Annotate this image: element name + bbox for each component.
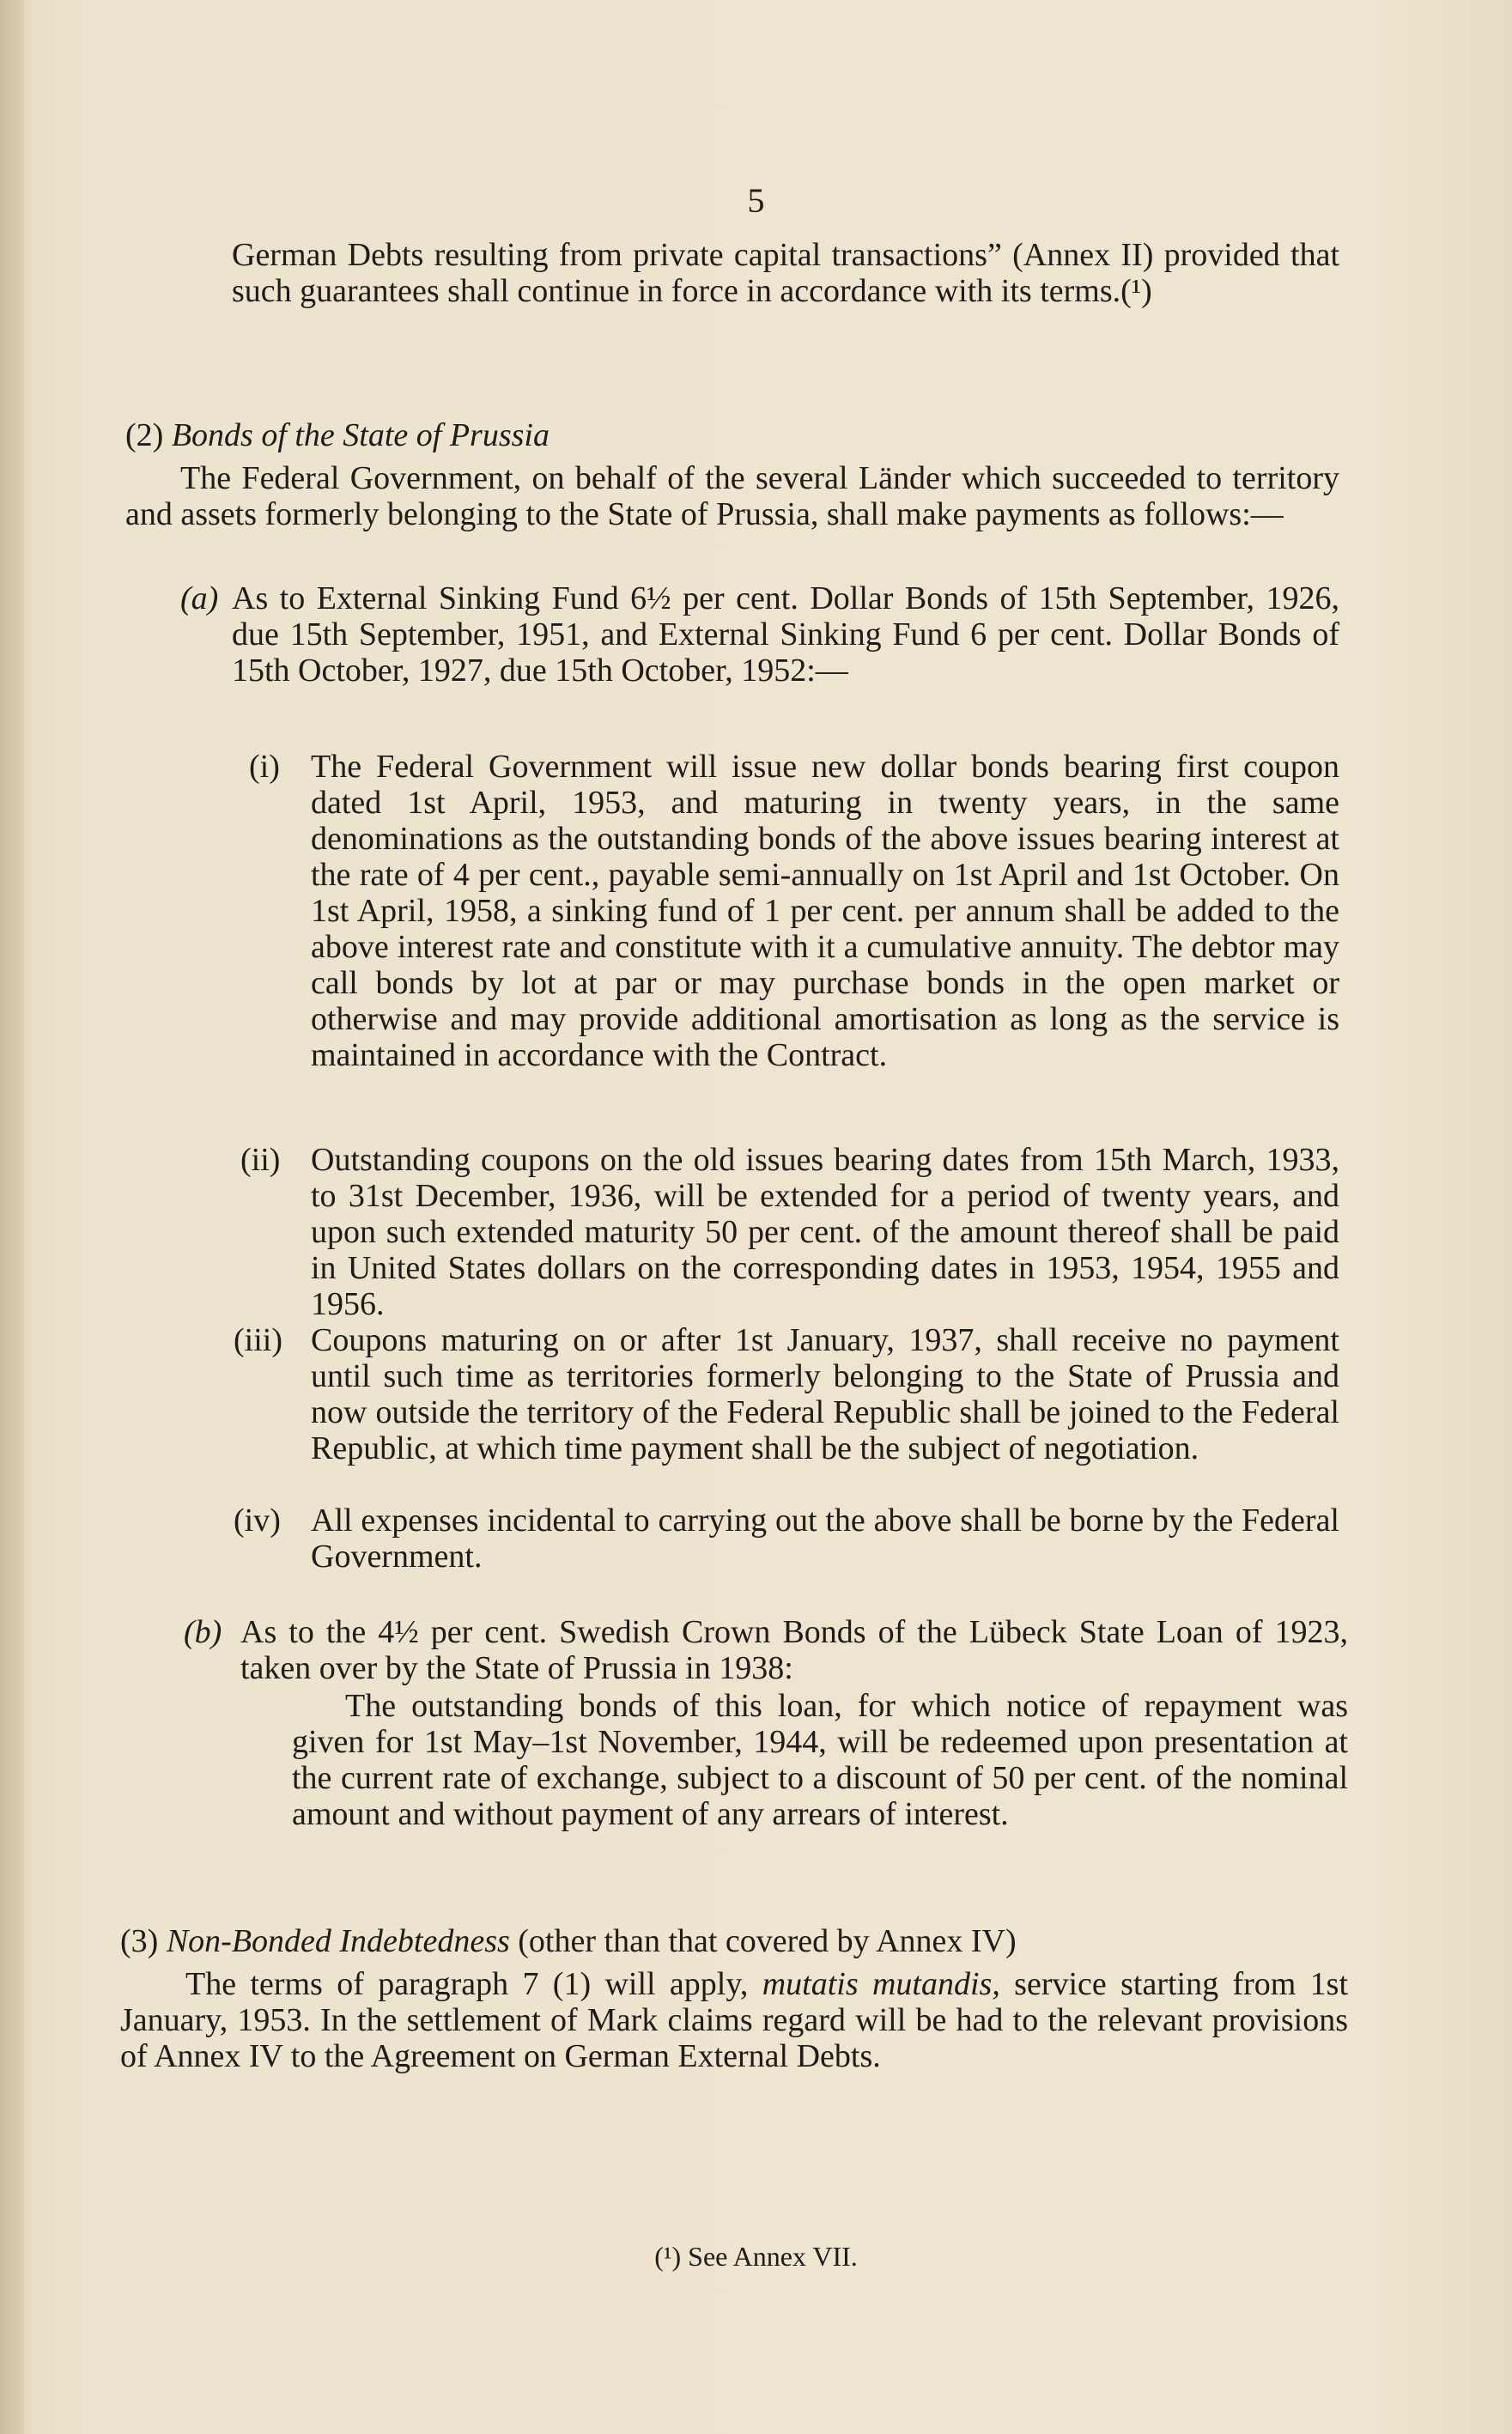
- item-iv-text: All expenses incidental to carrying out the above shall be borne by the Federal Government.: [311, 1502, 1339, 1575]
- section-3-heading: [120, 1923, 1357, 1959]
- binding-gutter: [0, 0, 24, 2434]
- item-iv-label: (iv): [234, 1502, 281, 1539]
- section-3-paragraph: The terms of paragraph 7 (1) will apply, mutatis mutandis, service starting from 1st January, 1953. In the settlement of Mark claims regard will be had to the relevant provisions of Annex IV to the Agreement on German External Debts.: [120, 1966, 1349, 2074]
- item-b-text: As to the 4½ per cent. Swedish Crown Bonds of the Lübeck State Loan of 1923, taken over by the State of Prussia in 1938:: [240, 1614, 1348, 1686]
- section-title: Non-Bonded Indebtedness: [166, 1923, 510, 1959]
- item-b-label: (b): [184, 1614, 222, 1650]
- item-a-label: (a): [180, 580, 219, 616]
- item-iii-label: (iii): [234, 1322, 282, 1358]
- item-i-label: (i): [249, 749, 280, 785]
- item-ii-label: (ii): [240, 1142, 281, 1178]
- item-i-text: The Federal Government will issue new dollar bonds bearing first coupon dated 1st April, 1953, and maturing in twenty years, in the same denominations as the outstanding bonds of the above issues bearing interest at the rate of 4 per cent., payable semi-annually on 1st April and 1st October. On 1st April, 1958, a sinking fund of 1 per cent. per annum shall be added to the above interest rate and constitute with it a cumulative annuity. The debtor may call bonds by lot at par or may purchase bonds in the open market or otherwise and may provide additional amortisation as long as the service is maintained in accordance with the Contract.: [311, 749, 1339, 1073]
- section-title: Bonds of the State of Prussia: [171, 417, 550, 453]
- page-number: 5: [747, 181, 765, 220]
- item-ii-text: Outstanding coupons on the old issues bearing dates from 15th March, 1933, to 31st December, 1936, will be extended for a period of twenty years, and upon such extended maturity 50 per cent. of the amount thereof shall be paid in United States dollars on the corresponding dates in 1953, 1954, 1955 and 1956.: [311, 1142, 1339, 1322]
- item-iii-text: Coupons maturing on or after 1st January, 1937, shall receive no payment until such time as territories formerly belonging to the State of Prussia and now outside the territory of the Federal Republic shall be joined to the Federal Republic, at which time payment shall be the subject of negotiation.: [311, 1322, 1339, 1466]
- item-a-text: As to External Sinking Fund 6½ per cent. Dollar Bonds of 15th September, 1926, due 15th September, 1951, and External Sinking Fund 6 per cent. Dollar Bonds of 15th October, 1927, due 15th October, 1952:—: [232, 580, 1339, 689]
- section-2-heading: [125, 417, 1327, 453]
- section-number: (3): [120, 1923, 159, 1959]
- footnote: (¹) See Annex VII.: [654, 2241, 858, 2272]
- section-2-intro: The Federal Government, on behalf of the several Länder which succeeded to territory and assets formerly belonging to the State of Prussia, shall make payments as follows:—: [125, 460, 1339, 532]
- section-title-suffix: (other than that covered by Annex IV): [509, 1923, 1017, 1959]
- item-b-paragraph: The outstanding bonds of this loan, for which notice of repayment was given for 1st May–1st November, 1944, will be redeemed upon presentation at the current rate of exchange, subject to a discount of 50 per cent. of the nominal amount and without payment of any arrears of interest.: [292, 1688, 1348, 1832]
- section-number: (2): [125, 417, 164, 453]
- intro-paragraph: German Debts resulting from private capital transactions” (Annex II) provided that such guarantees shall continue in force in accordance with its terms.(¹): [232, 237, 1339, 309]
